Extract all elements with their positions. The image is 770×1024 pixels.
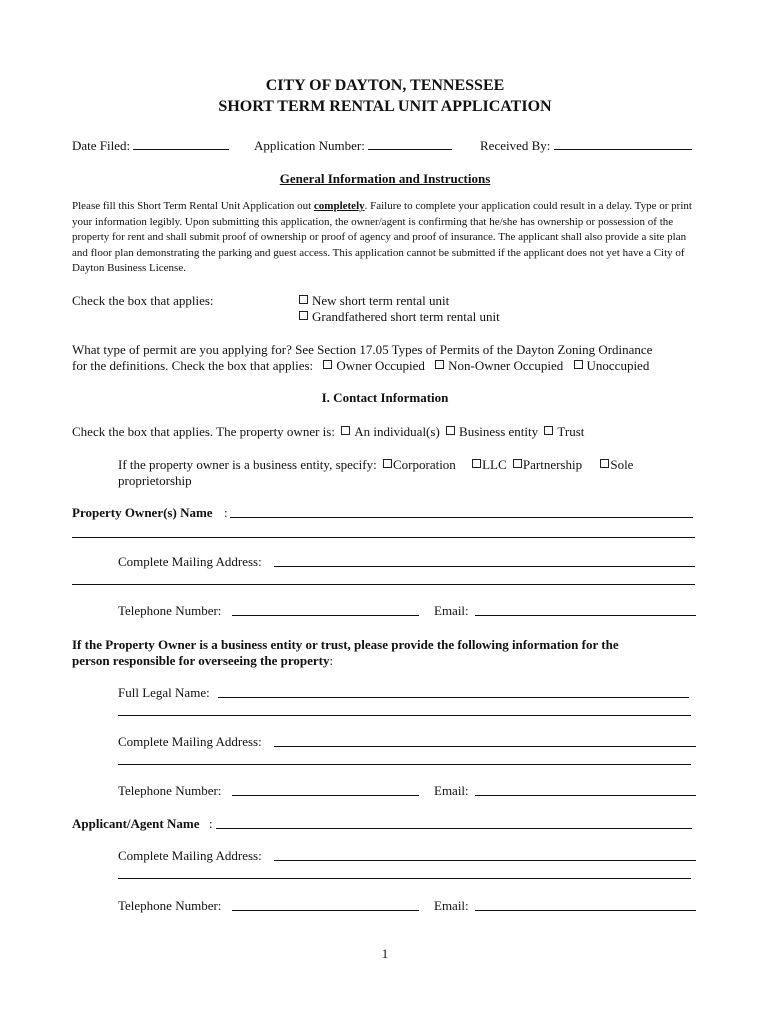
- applicant-mailing-label: Complete Mailing Address:: [118, 848, 262, 863]
- responsible-mailing-field-line2[interactable]: [118, 764, 691, 765]
- legal-name-field[interactable]: [218, 697, 689, 698]
- date-filed-row: [72, 137, 229, 154]
- date-filed-field[interactable]: [133, 137, 229, 150]
- responsible-phone-label: Telephone Number:: [118, 783, 222, 798]
- owner-option-trust[interactable]: [541, 424, 584, 439]
- owner-option-business[interactable]: [443, 424, 538, 439]
- permit-option-unoccupied-label: Unoccupied: [586, 358, 650, 373]
- owner-mailing-field[interactable]: [274, 566, 695, 567]
- checkbox-unoccupied[interactable]: [574, 360, 583, 369]
- responsible-phone-field[interactable]: [232, 795, 419, 796]
- applicant-email-field[interactable]: [475, 910, 696, 911]
- city-title: CITY OF DAYTON, TENNESSEE: [265, 77, 505, 94]
- permit-question-line1: What type of permit are you applying for? See Section 17.05 Types of Permits of the Dayton Zoning Ordinance: [72, 342, 653, 357]
- entity-type-label: If the property owner is a business entity, specify:: [118, 457, 377, 472]
- checkbox-individual[interactable]: [341, 426, 350, 435]
- owner-email-label: Email:: [434, 603, 469, 618]
- owner-option-trust-label: Trust: [557, 424, 585, 439]
- owner-name-field[interactable]: [230, 517, 693, 518]
- entity-type-row: [118, 457, 633, 473]
- application-number-field[interactable]: [368, 137, 452, 150]
- permit-question-text: for the definitions. Check the box that applies:: [72, 358, 314, 373]
- date-filed-label: Date Filed:: [72, 138, 131, 153]
- checkbox-partnership[interactable]: [513, 459, 522, 468]
- checkbox-llc[interactable]: [472, 459, 481, 468]
- option-grandfathered-label: Grandfathered short term rental unit: [312, 309, 500, 324]
- entity-option-sole[interactable]: [597, 457, 633, 472]
- general-instructions: [72, 199, 698, 277]
- owner-mailing-label: Complete Mailing Address:: [118, 554, 262, 569]
- checkbox-non-owner-occupied[interactable]: [435, 360, 444, 369]
- checkbox-trust[interactable]: [544, 426, 553, 435]
- owner-option-individual-label: An individual(s): [354, 424, 440, 439]
- instructions-emphasis: completely: [313, 200, 365, 212]
- owner-type-label: Check the box that applies. The property owner is:: [72, 424, 335, 439]
- entity-note-line1: If the Property Owner is a business entity or trust, please provide the following information for the: [72, 637, 619, 652]
- entity-option-corporation-label: Corporation: [392, 457, 456, 472]
- received-by-label: Received By:: [480, 138, 551, 153]
- checkbox-grandfathered-unit[interactable]: [299, 311, 308, 320]
- checkbox-business-entity[interactable]: [446, 426, 455, 435]
- entity-note-line2-row: person responsible for overseeing the property:: [72, 653, 334, 668]
- entity-option-sole-label: Sole: [610, 457, 634, 472]
- permit-option-owner[interactable]: [320, 358, 424, 373]
- checkbox-sole-proprietorship[interactable]: [600, 459, 609, 468]
- check-applies-label: Check the box that applies:: [72, 293, 214, 308]
- permit-option-non-owner-label: Non-Owner Occupied: [448, 358, 564, 373]
- option-new-unit[interactable]: [296, 293, 449, 309]
- permit-option-owner-label: Owner Occupied: [336, 358, 425, 373]
- permit-option-unoccupied[interactable]: [571, 358, 650, 373]
- owner-mailing-field-line2[interactable]: [72, 584, 695, 585]
- entity-option-llc-label: LLC: [482, 457, 507, 472]
- permit-option-non-owner[interactable]: [432, 358, 563, 373]
- entity-option-partnership[interactable]: [510, 457, 582, 472]
- applicant-mailing-field[interactable]: [274, 860, 696, 861]
- applicant-email-label: Email:: [434, 898, 469, 913]
- applicant-phone-label: Telephone Number:: [118, 898, 222, 913]
- applicant-name-label: Applicant/Agent Name: [72, 816, 200, 831]
- owner-option-business-label: Business entity: [459, 424, 539, 439]
- entity-option-corporation[interactable]: [380, 457, 456, 472]
- entity-option-llc[interactable]: [469, 457, 507, 472]
- checkbox-owner-occupied[interactable]: [323, 360, 332, 369]
- checkbox-corporation[interactable]: [383, 459, 392, 468]
- legal-name-field-line2[interactable]: [118, 715, 691, 716]
- instructions-text-2: . Failure to complete your application could result in a delay. Type or print your information legibly. Upon submitting this application, the owner/agent is confirming that he/she has ownership or possession of the property for rent and shall submit proof of ownership or proof of agency and proof of insurance. The applicant shall also provide a site plan and floor plan demonstrating the parking and guest access. This application cannot be submitted if the applicant does not yet have a City of Dayton Business License.: [72, 200, 692, 274]
- permit-question-line2: [72, 358, 649, 374]
- applicant-phone-field[interactable]: [232, 910, 419, 911]
- entity-sole-continuation: proprietorship: [118, 473, 192, 488]
- owner-phone-label: Telephone Number:: [118, 603, 222, 618]
- owner-option-individual[interactable]: [338, 424, 440, 439]
- general-heading: General Information and Instructions: [279, 171, 491, 186]
- owner-email-field[interactable]: [475, 615, 696, 616]
- owner-name-field-line2[interactable]: [72, 537, 695, 538]
- checkbox-new-unit[interactable]: [299, 295, 308, 304]
- instructions-text-1: Please fill this Short Term Rental Unit Application out: [72, 200, 314, 212]
- applicant-name-field[interactable]: [216, 828, 692, 829]
- form-title: SHORT TERM RENTAL UNIT APPLICATION: [218, 98, 552, 115]
- received-by-field[interactable]: [554, 137, 692, 150]
- responsible-email-label: Email:: [434, 783, 469, 798]
- option-new-unit-label: New short term rental unit: [312, 293, 450, 308]
- responsible-email-field[interactable]: [475, 795, 696, 796]
- received-by-row: [480, 137, 692, 154]
- application-number-row: [254, 137, 452, 154]
- owner-name-colon: :: [224, 505, 228, 520]
- option-grandfathered-unit[interactable]: [296, 309, 500, 325]
- page-number: 1: [381, 946, 389, 961]
- owner-phone-field[interactable]: [232, 615, 419, 616]
- applicant-mailing-field-line2[interactable]: [118, 878, 691, 879]
- application-number-label: Application Number:: [254, 138, 365, 153]
- responsible-mailing-field[interactable]: [274, 746, 696, 747]
- legal-name-label: Full Legal Name:: [118, 685, 210, 700]
- owner-name-label: Property Owner(s) Name: [72, 505, 213, 520]
- contact-heading: I. Contact Information: [321, 390, 449, 405]
- entity-option-partnership-label: Partnership: [522, 457, 583, 472]
- owner-type-row: [72, 424, 584, 440]
- responsible-mailing-label: Complete Mailing Address:: [118, 734, 262, 749]
- applicant-name-colon: :: [209, 816, 213, 831]
- entity-note-line2: person responsible for overseeing the property: [72, 653, 330, 668]
